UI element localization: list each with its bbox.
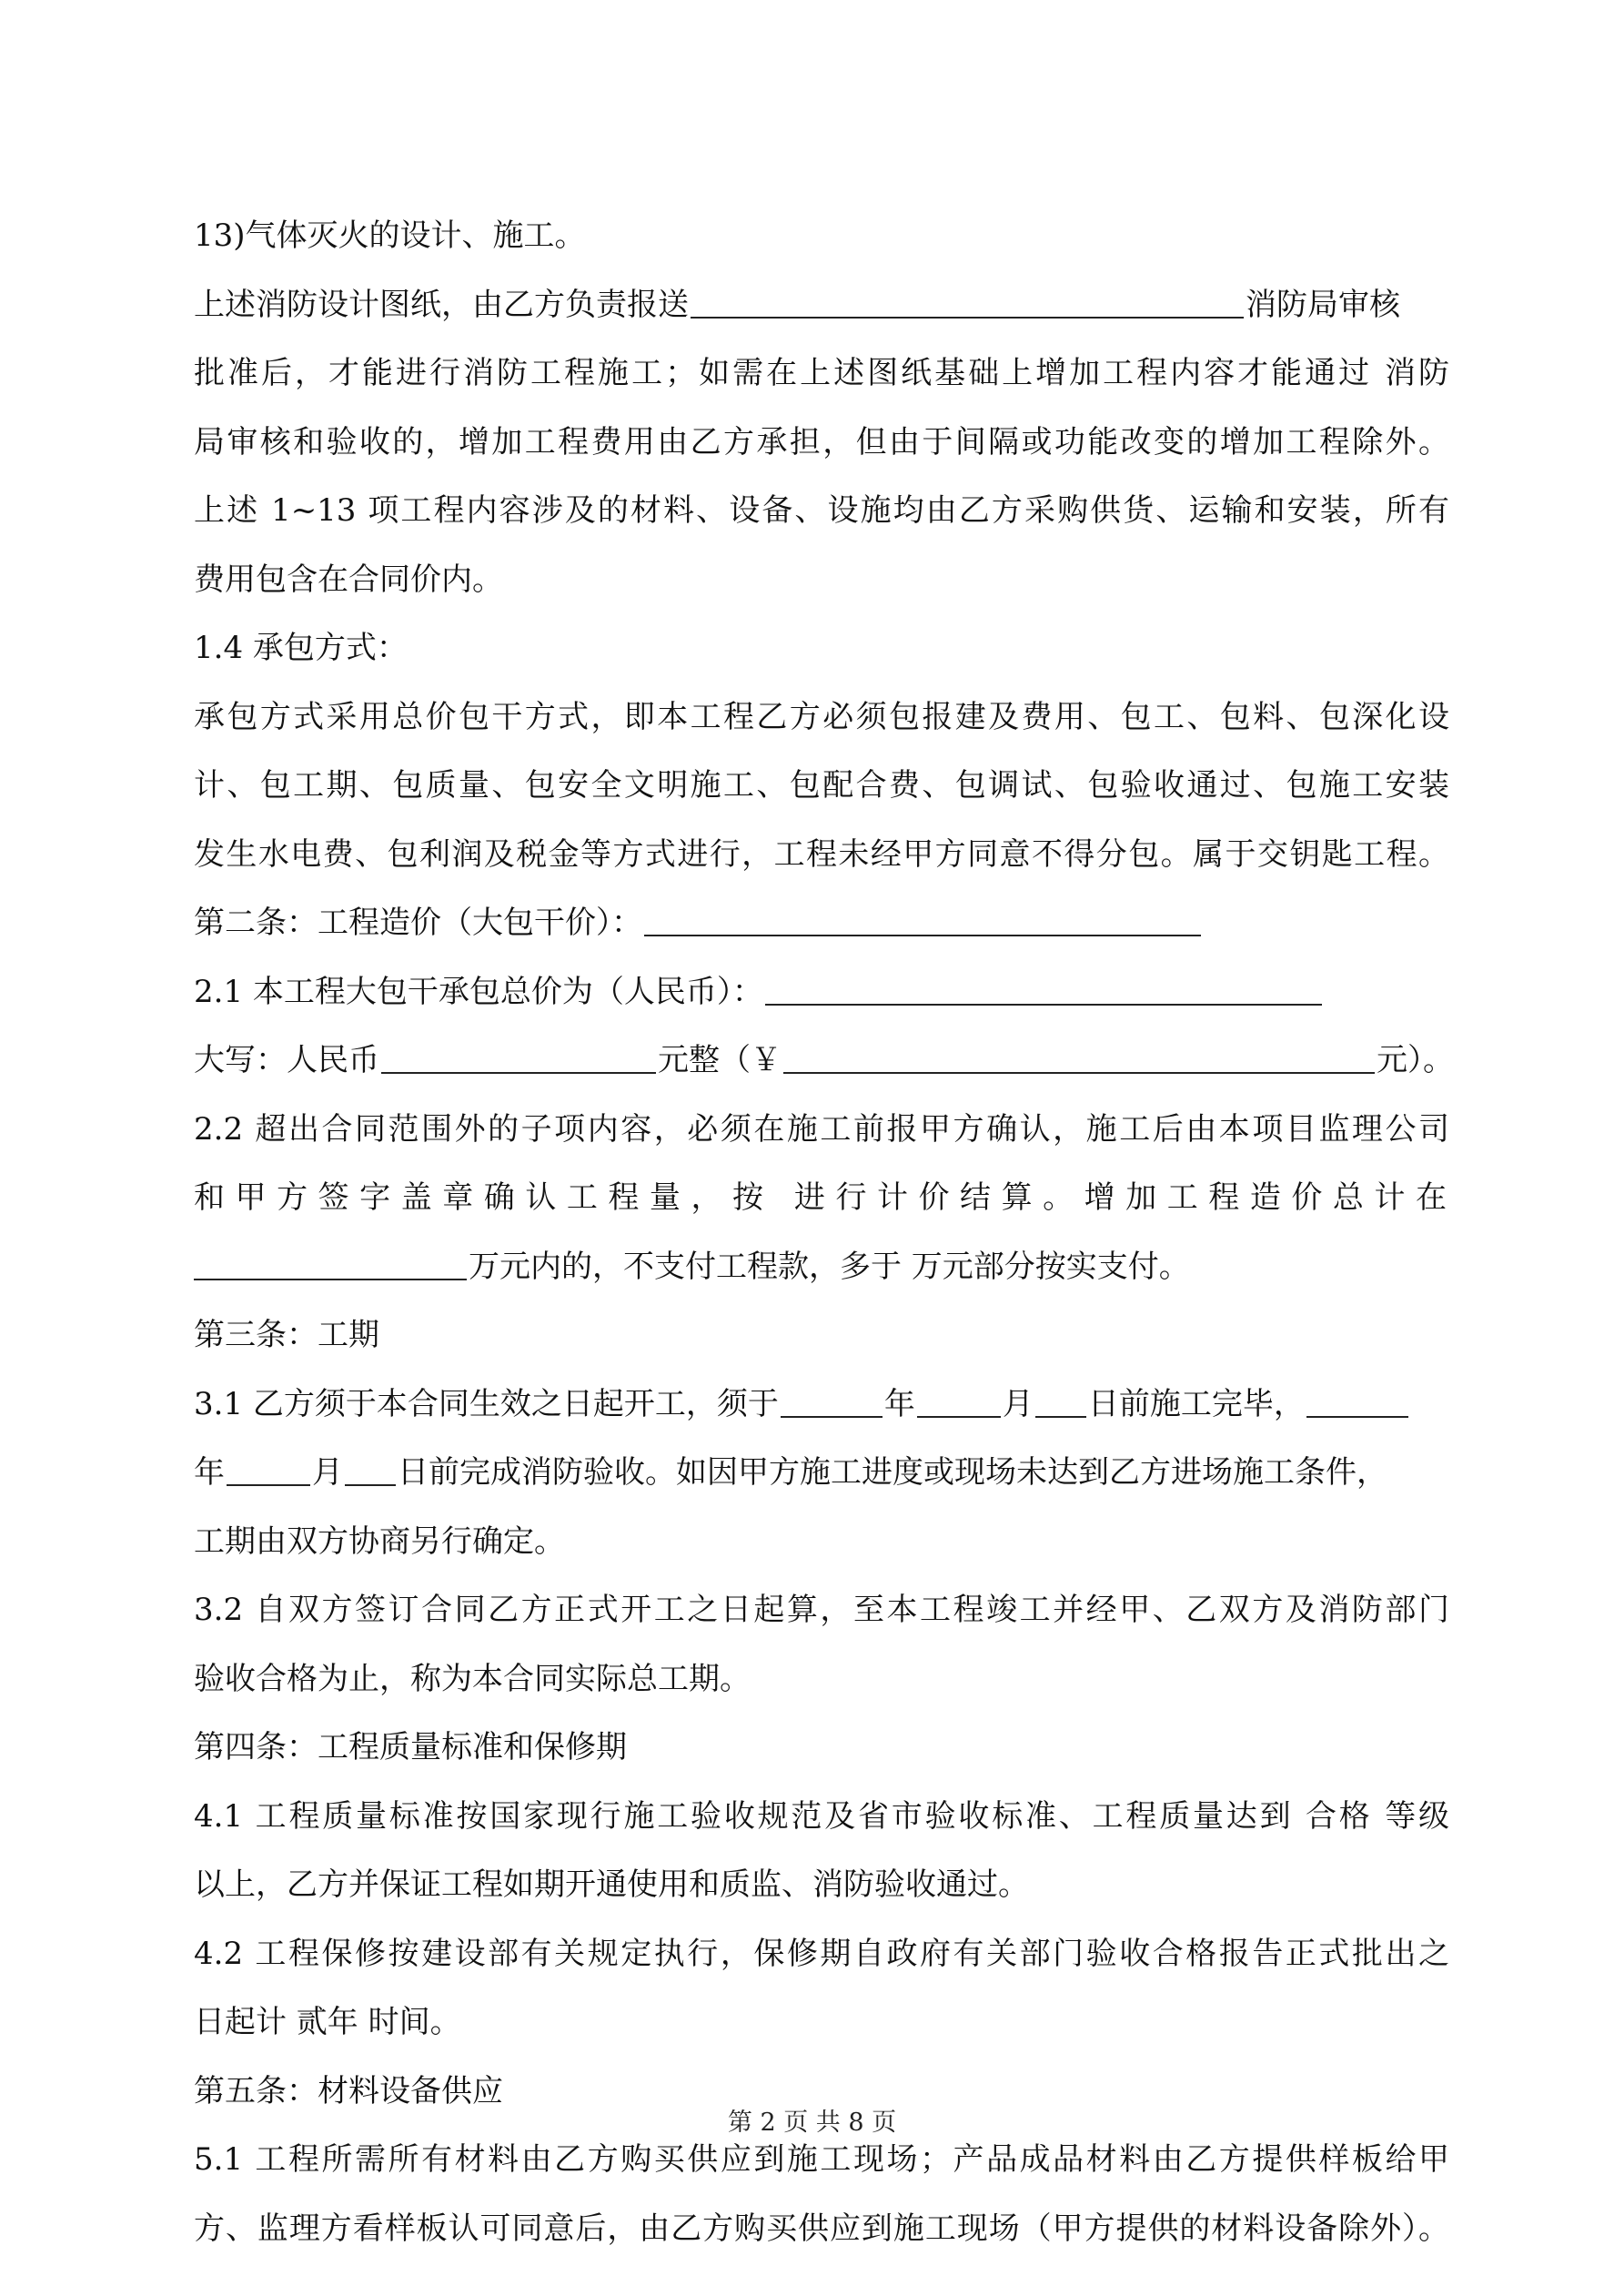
line-text: 日前施工完毕， [1087,1385,1305,1422]
text-line [194,409,1449,478]
line-text: 第四条：工程质量标准和保修期 [194,1729,627,1765]
section-heading [194,889,1449,958]
line-text: 第二条：工程造价（大包干价）： [194,905,642,941]
text-line [194,1096,1449,1165]
text-line [194,1508,1449,1577]
blank-underline [345,1453,396,1486]
line-text: 年 [194,1454,225,1491]
text-line [194,1371,1449,1440]
text-line [194,683,1449,753]
text-line [194,1645,1449,1714]
line-text: 2.2 超出合同范围外的子项内容，必须在施工前报甲方确认，施工后由本项目监理公司 [194,1110,1449,1148]
line-text: 3.2 自双方签订合同乙方正式开工之日起算，至本工程竣工并经甲、乙双方及消防部门 [194,1592,1449,1628]
line-text: 验收合格为止，称为本合同实际总工期。 [194,1660,751,1697]
line-text: 4.1 工程质量标准按国家现行施工验收规范及省市验收标准、工程质量达到 合格 等级 [194,1797,1449,1835]
line-text: 年 [883,1385,915,1422]
blank-underline [194,1248,467,1280]
line-text: 13)气体灭火的设计、施工。 [194,217,586,254]
text-line [194,958,1449,1027]
line-text: 承包方式采用总价包干方式，即本工程乙方必须包报建及费用、包工、包料、包深化设 [194,698,1449,735]
text-line [194,1576,1449,1645]
blank-underline [644,904,1201,936]
text-line [194,1988,1449,2058]
line-text: 批准后，才能进行消防工程施工；如需在上述图纸基础上增加工程内容才能通过 消防 [194,355,1449,391]
blank-underline [691,286,1244,319]
blank-underline [1306,1385,1408,1418]
section-heading [194,614,1449,683]
line-text: 2.1 本工程大包干承包总价为（人民币）： [194,973,763,1010]
text-line [194,1027,1454,1096]
line-text: 消防局审核 [1246,286,1400,323]
blank-underline [765,973,1322,1006]
blank-underline [381,1041,656,1074]
line-text: 4.2 工程保修按建设部有关规定执行，保修期自政府有关部门验收合格报告正式批出之 [194,1935,1449,1972]
text-line [194,1233,1449,1302]
line-text: 第五条：材料设备供应 [194,2072,503,2109]
text-line [194,821,1449,890]
text-line [194,339,1449,409]
line-text: 日起计 贰年 时间。 [194,2004,461,2040]
line-text: 月 [1002,1385,1034,1422]
text-line [194,1164,1449,1233]
line-text: 工期由双方协商另行确定。 [194,1522,565,1560]
line-text: 万元内的，不支付工程款，多于 万元部分按实支付。 [469,1248,1190,1285]
section-heading [194,1301,1449,1371]
line-text: 和甲方签字盖章确认工程量，按 进行计价结算。增加工程造价总计在 [194,1179,1449,1216]
line-text: 5.1 工程所需所有材料由乙方购买供应到施工现场；产品成品材料由乙方提供样板给甲 [194,2141,1449,2178]
line-text: 3.1 乙方须于本合同生效之日起开工，须于 [194,1385,779,1422]
document-body [194,202,1454,2263]
text-line [194,752,1449,821]
line-text: 局审核和验收的，增加工程费用由乙方承担，但由于间隔或功能改变的增加工程除外。 [194,423,1449,460]
line-text: 日前完成消防验收。如因甲方施工进度或现场未达到乙方进场施工条件， [398,1454,1387,1491]
line-text: 1.4 承包方式： [194,630,408,666]
text-line [194,1439,1449,1508]
line-text: 大写：人民币 [194,1042,379,1078]
text-line [194,271,1449,340]
blank-underline [917,1385,1001,1418]
text-line [194,546,1449,615]
blank-underline [783,1041,1375,1074]
line-text: 元）。 [1377,1042,1454,1078]
page-number-footer: 第 2 页 共 8 页 [727,2109,897,2137]
line-text: 月 [312,1454,343,1491]
blank-underline [781,1385,883,1418]
line-text: 以上，乙方并保证工程如期开通使用和质监、消防验收通过。 [194,1866,1029,1903]
line-text: 元整（￥ [658,1042,782,1078]
line-text: 方、监理方看样板认可同意后，由乙方购买供应到施工现场（甲方提供的材料设备除外）。 [194,2210,1449,2247]
blank-underline [227,1453,310,1486]
blank-underline [1035,1385,1086,1418]
line-text: 第三条：工期 [194,1317,379,1353]
line-text: 上述 1~13 项工程内容涉及的材料、设备、设施均由乙方采购供货、运输和安装，所有 [194,492,1449,529]
line-text: 费用包含在合同价内。 [194,561,503,598]
line-text: 发生水电费、包利润及税金等方式进行，工程未经甲方同意不得分包。属于交钥匙工程。 [194,835,1449,873]
text-line [194,1783,1449,1852]
text-line [194,477,1449,546]
line-text: 计、包工期、包质量、包安全文明施工、包配合费、包调试、包验收通过、包施工安装 [194,767,1449,804]
text-line [194,1851,1449,1920]
text-line [194,202,1449,271]
line-text: 上述消防设计图纸，由乙方负责报送 [194,286,689,323]
text-line [194,2195,1449,2264]
section-heading [194,1714,1449,1783]
text-line [194,1920,1449,1989]
